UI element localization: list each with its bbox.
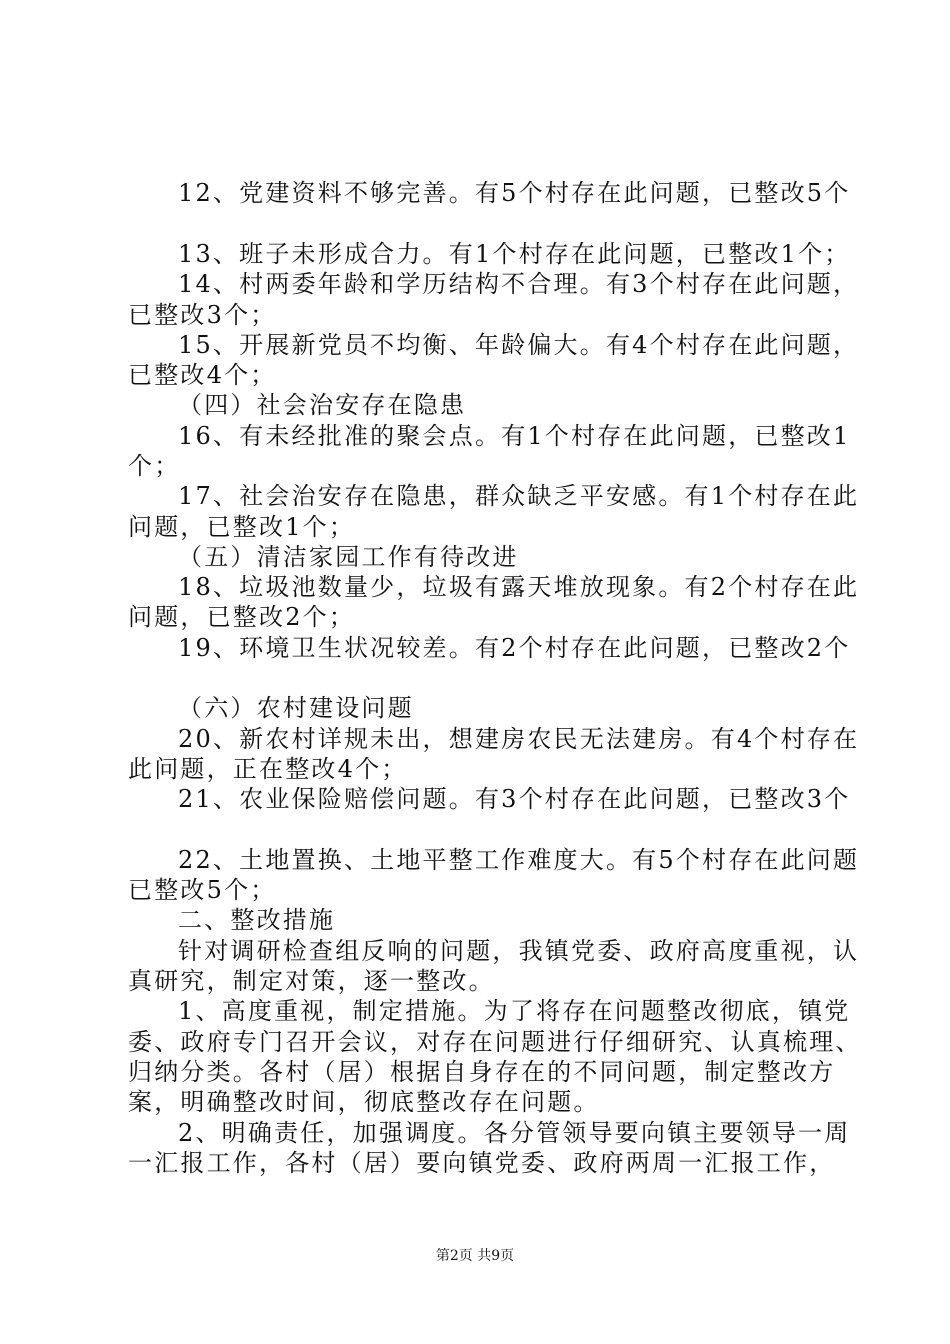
text-line: 已整改3个； bbox=[128, 301, 277, 329]
text-line: 21、农业保险赔偿问题。有3个村存在此问题，已整改3个 bbox=[178, 785, 851, 813]
text-line: 个； bbox=[128, 452, 181, 480]
text-line: 问题，已整改2个； bbox=[128, 603, 356, 631]
text-line: 17、社会治安存在隐患，群众缺乏平安感。有1个村存在此 bbox=[178, 482, 860, 510]
text-line: 已整改4个； bbox=[128, 361, 277, 389]
text-line: 18、垃圾池数量少，垃圾有露天堆放现象。有2个村存在此 bbox=[178, 573, 860, 601]
text-line: 已整改5个； bbox=[128, 876, 277, 904]
section-heading: 二、整改措施 bbox=[178, 906, 336, 934]
text-line: 15、开展新党员不均衡、年龄偏大。有4个村存在此问题， bbox=[178, 331, 860, 359]
page-number-footer: 第2页 共9页 bbox=[435, 1248, 515, 1264]
text-line: 22、土地置换、土地平整工作难度大。有5个村存在此问题 bbox=[178, 846, 860, 874]
text-line: 一汇报工作，各村（居）要向镇党委、政府两周一汇报工作， bbox=[128, 1149, 836, 1177]
text-line: 14、村两委年龄和学历结构不合理。有3个村存在此问题， bbox=[178, 270, 860, 298]
text-line: 归纳分类。各村（居）根据自身存在的不同问题，制定整改方 bbox=[128, 1058, 836, 1086]
text-line: 委、政府专门召开会议，对存在问题进行仔细研究、认真梳理、 bbox=[128, 1028, 862, 1056]
text-line: 12、党建资料不够完善。有5个村存在此问题，已整改5个 bbox=[178, 179, 851, 207]
text-line: 2、明确责任，加强调度。各分管领导要向镇主要领导一周 bbox=[178, 1119, 851, 1147]
text-line: 19、环境卫生状况较差。有2个村存在此问题，已整改2个 bbox=[178, 634, 851, 662]
text-line: 案，明确整改时间，彻底整改存在问题。 bbox=[128, 1088, 600, 1116]
text-line: 13、班子未形成合力。有1个村存在此问题，已整改1个； bbox=[178, 240, 851, 268]
text-line: 针对调研检查组反响的问题，我镇党委、政府高度重视，认 bbox=[178, 937, 860, 965]
section-heading: （五）清洁家园工作有待改进 bbox=[178, 543, 519, 571]
text-line: 真研究，制定对策，逐一整改。 bbox=[128, 967, 495, 995]
section-heading: （六）农村建设问题 bbox=[178, 694, 414, 722]
text-line: 16、有未经批准的聚会点。有1个村存在此问题，已整改1 bbox=[178, 422, 851, 450]
text-line: 1、高度重视，制定措施。为了将存在问题整改彻底，镇党 bbox=[178, 997, 851, 1025]
section-heading: （四）社会治安存在隐患 bbox=[178, 391, 467, 419]
text-line: 20、新农村详规未出，想建房农民无法建房。有4个村存在 bbox=[178, 725, 860, 753]
text-line: 此问题，正在整改4个； bbox=[128, 755, 408, 783]
text-line: 问题，已整改1个； bbox=[128, 513, 356, 541]
